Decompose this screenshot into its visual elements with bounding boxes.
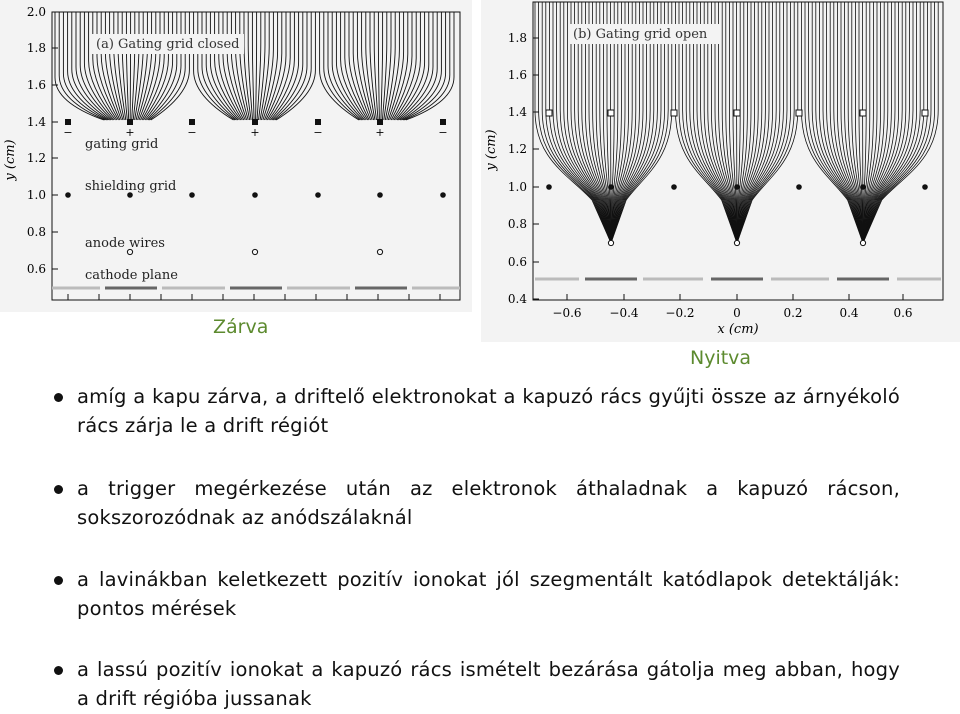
figure-gating-grid-open — [481, 0, 960, 342]
bullet-item — [40, 382, 900, 440]
bullet-text: amíg a kapu zárva, a driftelő elektronokat a kapuzó rács gyűjti össze az árnyékoló rács zárja le a drift régiót — [77, 385, 900, 437]
figure-b-title: (b) Gating grid open — [573, 27, 708, 42]
x-tick-label: −0.2 — [665, 306, 695, 320]
bullet-dot-icon — [54, 485, 63, 494]
shielding-wire — [315, 192, 321, 198]
field-line — [256, 12, 257, 120]
y-tick-label: 0.6 — [26, 262, 46, 276]
shielding-wire — [440, 192, 446, 198]
figure-a-title: (a) Gating grid closed — [96, 37, 240, 52]
gating-grid-label: gating grid — [85, 137, 159, 152]
shielding-wire — [796, 184, 802, 190]
field-line — [406, 12, 454, 120]
gating-wire-positive — [252, 119, 258, 125]
field-line — [275, 12, 312, 120]
bullet-dot-icon — [54, 666, 63, 675]
y-axis-label: y (cm) — [484, 129, 499, 171]
y-axis-ticks — [27, 5, 58, 276]
bullet-item — [40, 655, 900, 713]
gating-wire-negative — [189, 119, 195, 125]
figure-b-plot — [481, 0, 960, 342]
figure-a-plot — [0, 0, 472, 312]
gating-wire-positive — [377, 119, 383, 125]
field-line — [259, 12, 266, 120]
minus-sign: − — [438, 126, 448, 139]
minus-sign: − — [313, 126, 323, 139]
field-line — [324, 12, 361, 120]
gating-wire-negative — [65, 119, 71, 125]
gating-wire — [608, 110, 614, 116]
bullet-text: a lavinákban keletkezett pozitív ionokat jól szegmentált katódlapok detektálják: pontos mérések — [77, 568, 900, 620]
shielding-wire — [377, 192, 383, 198]
shielding-wire — [65, 192, 71, 198]
gating-wire — [796, 110, 802, 116]
field-line — [370, 12, 377, 120]
x-tick-label: 0.2 — [783, 306, 803, 320]
field-line — [132, 12, 135, 120]
x-axis-label: x (cm) — [717, 322, 759, 337]
shielding-wire — [252, 192, 258, 198]
caption-closed: Zárva — [213, 316, 269, 338]
y-tick-label: 1.4 — [507, 105, 527, 119]
anode-wires-label: anode wires — [85, 236, 165, 251]
shielding-wire — [671, 184, 677, 190]
plus-sign: + — [125, 126, 135, 139]
gating-wire — [860, 110, 866, 116]
anode-wire — [860, 240, 865, 245]
shielding-wire — [608, 184, 614, 190]
y-tick-label: 0.4 — [507, 292, 527, 306]
field-line — [244, 12, 251, 120]
shielding-wire — [922, 184, 928, 190]
bullet-text: a lassú pozitív ionokat a kapuzó rács ismételt bezárása gátolja meg abban, hogy a drift régióba jussanak — [77, 658, 900, 710]
x-tick-label: −0.6 — [552, 306, 582, 320]
anode-wire — [252, 249, 257, 254]
gating-wire-negative — [440, 119, 446, 125]
bullet-item — [40, 474, 900, 532]
plot-frame — [52, 12, 460, 300]
cathode-plane-label: cathode plane — [85, 268, 178, 283]
anode-wire — [734, 240, 739, 245]
x-tick-label: −0.4 — [609, 306, 639, 320]
minus-sign: − — [187, 126, 197, 139]
field-line — [126, 12, 128, 120]
gating-wire-negative — [315, 119, 321, 125]
y-tick-label: 1.2 — [26, 151, 46, 165]
y-tick-label: 1.2 — [507, 142, 527, 156]
bullet-item — [40, 565, 900, 623]
shielding-wire — [546, 184, 552, 190]
y-tick-label: 2.0 — [26, 5, 46, 19]
shielding-wire — [860, 184, 866, 190]
bullet-text: a trigger megérkezése után az elektronok áthaladnak a kapuzó rácson, sokszorozódnak az anódszálaknál — [77, 477, 900, 529]
bullet-dot-icon — [54, 393, 63, 402]
caption-open: Nyitva — [690, 347, 752, 369]
y-tick-label: 0.6 — [507, 255, 527, 269]
y-tick-label: 0.8 — [26, 225, 46, 239]
y-tick-label: 1.6 — [26, 78, 46, 92]
field-line — [378, 12, 379, 120]
gating-wire — [922, 110, 928, 116]
y-tick-label: 1.6 — [507, 68, 527, 82]
field-lines-closed — [55, 12, 454, 120]
y-tick-label: 1.8 — [507, 31, 527, 45]
x-tick-label: 0.4 — [839, 306, 859, 320]
y-axis-ticks — [508, 31, 539, 306]
y-tick-label: 1.0 — [507, 180, 527, 194]
field-line — [384, 12, 391, 120]
field-line — [59, 12, 105, 120]
field-line — [55, 12, 104, 120]
anode-wire — [377, 249, 382, 254]
x-axis-ticks — [552, 294, 912, 320]
shielding-wire — [189, 192, 195, 198]
minus-sign: − — [63, 126, 73, 139]
anode-wire — [608, 240, 613, 245]
bullet-dot-icon — [54, 576, 63, 585]
x-tick-label: 0 — [733, 306, 741, 320]
x-tick-label: 0.6 — [893, 306, 913, 320]
y-axis-label: y (cm) — [3, 139, 18, 181]
shielding-grid-label: shielding grid — [85, 179, 177, 194]
figure-gating-grid-closed — [0, 0, 472, 312]
gating-wire — [546, 110, 552, 116]
field-line — [381, 12, 383, 120]
gating-wire — [734, 110, 740, 116]
shielding-wire — [734, 184, 740, 190]
gating-wire — [671, 110, 677, 116]
y-tick-label: 1.8 — [26, 41, 46, 55]
y-tick-label: 1.0 — [26, 188, 46, 202]
plus-sign: + — [375, 126, 385, 139]
gating-wire-positive — [127, 119, 133, 125]
x-axis-ticks — [68, 294, 440, 300]
y-tick-label: 1.4 — [26, 115, 46, 129]
field-line — [252, 12, 254, 120]
plus-sign: + — [250, 126, 260, 139]
y-tick-label: 0.8 — [507, 217, 527, 231]
